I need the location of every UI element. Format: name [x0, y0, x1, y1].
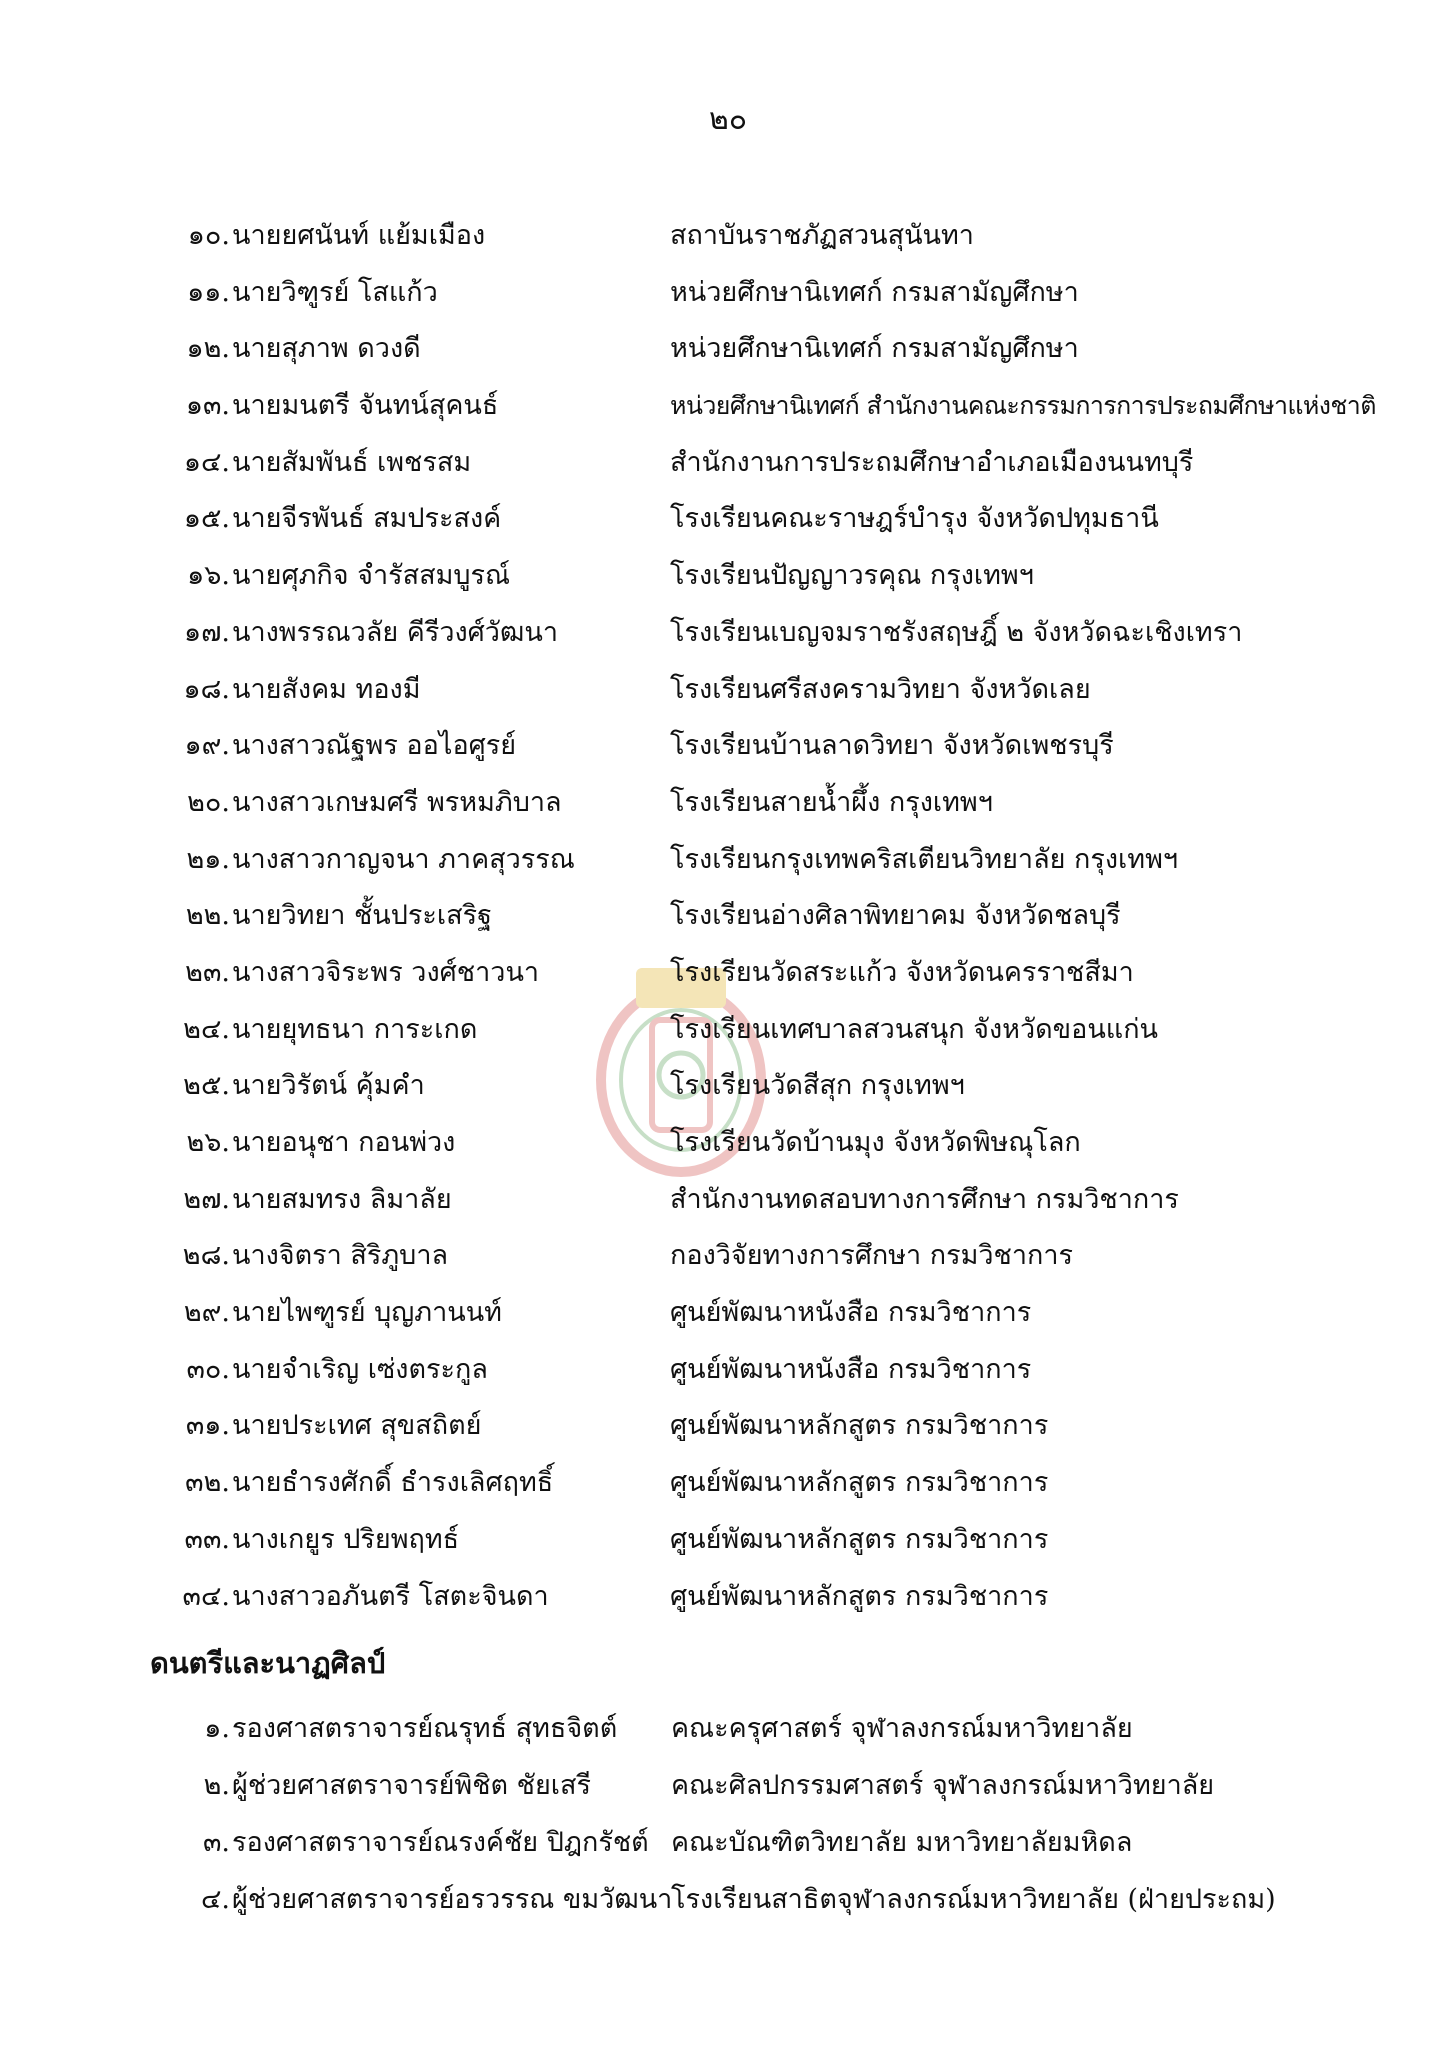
item-number: ๑๗.: [183, 616, 230, 648]
affiliation: ศูนย์พัฒนาหลักสูตร กรมวิชาการ: [670, 1580, 1049, 1612]
person-name: นายสมทรง ลิมาลัย: [232, 1183, 452, 1215]
affiliation: สำนักงานทดสอบทางการศึกษา กรมวิชาการ: [670, 1183, 1179, 1215]
person-name: นายวิฑูรย์ โสแก้ว: [232, 276, 438, 308]
item-number: ๒๕.: [183, 1070, 230, 1102]
music-dance-list: [0, 1700, 1456, 1928]
person-name: นายมนตรี จันทน์สุคนธ์: [232, 390, 499, 422]
affiliation: ศูนย์พัฒนาหนังสือ กรมวิชาการ: [670, 1353, 1032, 1385]
item-number: ๓๑.: [185, 1410, 230, 1442]
affiliation: ศูนย์พัฒนาหลักสูตร กรมวิชาการ: [670, 1523, 1049, 1555]
list-item: [0, 1058, 1456, 1115]
affiliation: คณะบัณฑิตวิทยาลัย มหาวิทยาลัยมหิดล: [671, 1827, 1133, 1858]
list-item: [0, 265, 1456, 322]
item-number: ๒๓.: [185, 956, 230, 988]
section-heading: ดนตรีและนาฏศิลป์: [150, 1646, 386, 1680]
person-name: นายไพฑูรย์ บุญภานนท์: [232, 1297, 502, 1329]
item-number: ๒๒.: [185, 900, 230, 932]
item-number: ๑๓.: [185, 390, 230, 422]
person-name: นายประเทศ สุขสถิตย์: [232, 1410, 482, 1442]
affiliation: โรงเรียนปัญญาวรคุณ กรุงเทพฯ: [670, 560, 1034, 592]
person-name: นางสาวเกษมศรี พรหมภิบาล: [232, 786, 562, 818]
affiliation: หน่วยศึกษานิเทศก์ กรมสามัญศึกษา: [670, 276, 1079, 308]
item-number: ๑๔.: [183, 446, 230, 478]
list-item: [0, 1455, 1456, 1512]
item-number: ๑.: [204, 1713, 230, 1744]
list-item: [0, 1512, 1456, 1569]
item-number: ๒.: [203, 1770, 230, 1801]
person-name: นายสุภาพ ดวงดี: [232, 333, 421, 365]
item-number: ๒๖.: [186, 1127, 230, 1158]
affiliation: หน่วยศึกษานิเทศก์ กรมสามัญศึกษา: [670, 333, 1079, 365]
affiliation: สำนักงานการประถมศึกษาอำเภอเมืองนนทบุรี: [670, 446, 1194, 478]
affiliation: โรงเรียนวัดสีสุก กรุงเทพฯ: [670, 1070, 965, 1102]
affiliation: โรงเรียนสาธิตจุฬาลงกรณ์มหาวิทยาลัย (ฝ่ายประถม): [671, 1884, 1276, 1915]
affiliation: ศูนย์พัฒนาหนังสือ กรมวิชาการ: [670, 1297, 1032, 1329]
affiliation: ศูนย์พัฒนาหลักสูตร กรมวิชาการ: [670, 1467, 1049, 1499]
item-number: ๒๔.: [183, 1013, 230, 1045]
list-item: [0, 491, 1456, 548]
list-item: [0, 888, 1456, 945]
list-item: [0, 1228, 1456, 1285]
item-number: ๑๖.: [187, 560, 230, 592]
item-number: ๑๘.: [183, 673, 230, 705]
list-item: [0, 1002, 1456, 1059]
affiliation: โรงเรียนวัดบ้านมุง จังหวัดพิษณุโลก: [670, 1127, 1081, 1158]
item-number: ๓๐.: [186, 1353, 230, 1385]
item-number: ๑๙.: [184, 730, 230, 762]
person-name: นายวิรัตน์ คุ้มคำ: [232, 1070, 425, 1102]
affiliation: โรงเรียนวัดสระแก้ว จังหวัดนครราชสีมา: [670, 956, 1134, 988]
list-item: [0, 1172, 1456, 1229]
list-item: [0, 548, 1456, 605]
person-name: นายจำเริญ เซ่งตระกูล: [232, 1353, 488, 1385]
list-item: [0, 718, 1456, 775]
person-name: นายยศนันท์ แย้มเมือง: [232, 220, 486, 251]
affiliation: คณะครุศาสตร์ จุฬาลงกรณ์มหาวิทยาลัย: [671, 1713, 1133, 1744]
affiliation: โรงเรียนศรีสงครามวิทยา จังหวัดเลย: [670, 673, 1091, 705]
list-item: [0, 1757, 1456, 1814]
item-number: ๑๐.: [187, 220, 230, 251]
list-item: [0, 1115, 1456, 1172]
item-number: ๑๑.: [187, 276, 230, 308]
person-name: นางพรรณวลัย คีรีวงศ์วัฒนา: [232, 616, 558, 648]
list-item: [0, 605, 1456, 662]
list-item: [0, 1342, 1456, 1399]
person-name: นายศุภกิจ จำรัสสมบูรณ์: [232, 560, 511, 592]
affiliation: คณะศิลปกรรมศาสตร์ จุฬาลงกรณ์มหาวิทยาลัย: [671, 1770, 1215, 1801]
affiliation: สถาบันราชภัฏสวนสุนันทา: [670, 220, 974, 251]
item-number: ๒๑.: [186, 843, 230, 875]
list-item: [0, 832, 1456, 889]
item-number: ๓๓.: [184, 1523, 230, 1555]
affiliation: โรงเรียนกรุงเทพคริสเตียนวิทยาลัย กรุงเทพฯ: [670, 843, 1179, 875]
affiliation: ศูนย์พัฒนาหลักสูตร กรมวิชาการ: [670, 1410, 1049, 1442]
list-item: [0, 435, 1456, 492]
item-number: ๓๒.: [185, 1467, 230, 1499]
person-name: นางสาวจิระพร วงศ์ชาวนา: [232, 956, 540, 988]
item-number: ๓๔.: [182, 1580, 230, 1612]
affiliation: โรงเรียนสายน้ำผึ้ง กรุงเทพฯ: [670, 786, 993, 818]
person-name: นางสาวกาญจนา ภาคสุวรรณ: [232, 843, 575, 875]
item-number: ๑๒.: [186, 333, 230, 365]
person-name: นางเกยูร ปริยพฤทธ์: [232, 1523, 460, 1555]
list-item: [0, 1871, 1456, 1928]
person-name: รองศาสตราจารย์ณรุทธ์ สุทธจิตต์: [232, 1713, 618, 1744]
list-item: [0, 945, 1456, 1002]
list-item: [0, 1700, 1456, 1757]
person-name: นายจีรพันธ์ สมประสงค์: [232, 503, 502, 535]
item-number: ๒๙.: [183, 1297, 230, 1329]
item-number: ๒๗.: [183, 1183, 230, 1215]
person-name: นางจิตรา สิริภูบาล: [232, 1240, 449, 1272]
affiliation: โรงเรียนบ้านลาดวิทยา จังหวัดเพชรบุรี: [670, 730, 1114, 762]
affiliation: โรงเรียนเบญจมราชรังสฤษฎิ์ ๒ จังหวัดฉะเชิงเทรา: [670, 616, 1243, 648]
person-name: นายวิทยา ชั้นประเสริฐ: [232, 900, 492, 932]
person-name: ผู้ช่วยศาสตราจารย์พิชิต ชัยเสรี: [232, 1770, 592, 1801]
person-name: ผู้ช่วยศาสตราจารย์อรวรรณ ขมวัฒนา: [232, 1884, 673, 1915]
list-item: [0, 662, 1456, 719]
affiliation: โรงเรียนคณะราษฎร์บำรุง จังหวัดปทุมธานี: [670, 503, 1159, 535]
affiliation: โรงเรียนเทศบาลสวนสนุก จังหวัดขอนแก่น: [670, 1013, 1159, 1045]
list-item: [0, 208, 1456, 265]
item-number: ๒๘.: [182, 1240, 230, 1272]
affiliation: โรงเรียนอ่างศิลาพิทยาคม จังหวัดชลบุรี: [670, 900, 1121, 932]
list-item: [0, 1285, 1456, 1342]
person-name: นายอนุชา กอนพ่วง: [232, 1127, 456, 1158]
list-item: [0, 1814, 1456, 1871]
page-number: ๒๐: [708, 102, 748, 137]
list-item: [0, 321, 1456, 378]
affiliation: กองวิจัยทางการศึกษา กรมวิชาการ: [670, 1240, 1074, 1272]
person-name: นายสัมพันธ์ เพชรสม: [232, 446, 472, 478]
list-item: [0, 1569, 1456, 1626]
affiliation: หน่วยศึกษานิเทศก์ สำนักงานคณะกรรมการการประถมศึกษาแห่งชาติ: [670, 391, 1376, 421]
person-name: นายสังคม ทองมี: [232, 673, 421, 705]
list-item: [0, 378, 1456, 435]
list-item: [0, 1398, 1456, 1455]
member-list: [0, 208, 1456, 1625]
person-name: นายธำรงศักดิ์ ธำรงเลิศฤทธิ์: [232, 1467, 554, 1499]
person-name: นางสาวณัฐพร ออไอศูรย์: [232, 730, 517, 762]
item-number: ๔.: [200, 1884, 230, 1915]
list-item: [0, 775, 1456, 832]
person-name: นายยุทธนา การะเกด: [232, 1013, 478, 1045]
item-number: ๓.: [202, 1827, 230, 1858]
person-name: นางสาวอภันตรี โสตะจินดา: [232, 1580, 549, 1612]
person-name: รองศาสตราจารย์ณรงค์ชัย ปิฎกรัชต์: [232, 1827, 649, 1858]
item-number: ๑๕.: [183, 503, 230, 535]
item-number: ๒๐.: [187, 786, 230, 818]
